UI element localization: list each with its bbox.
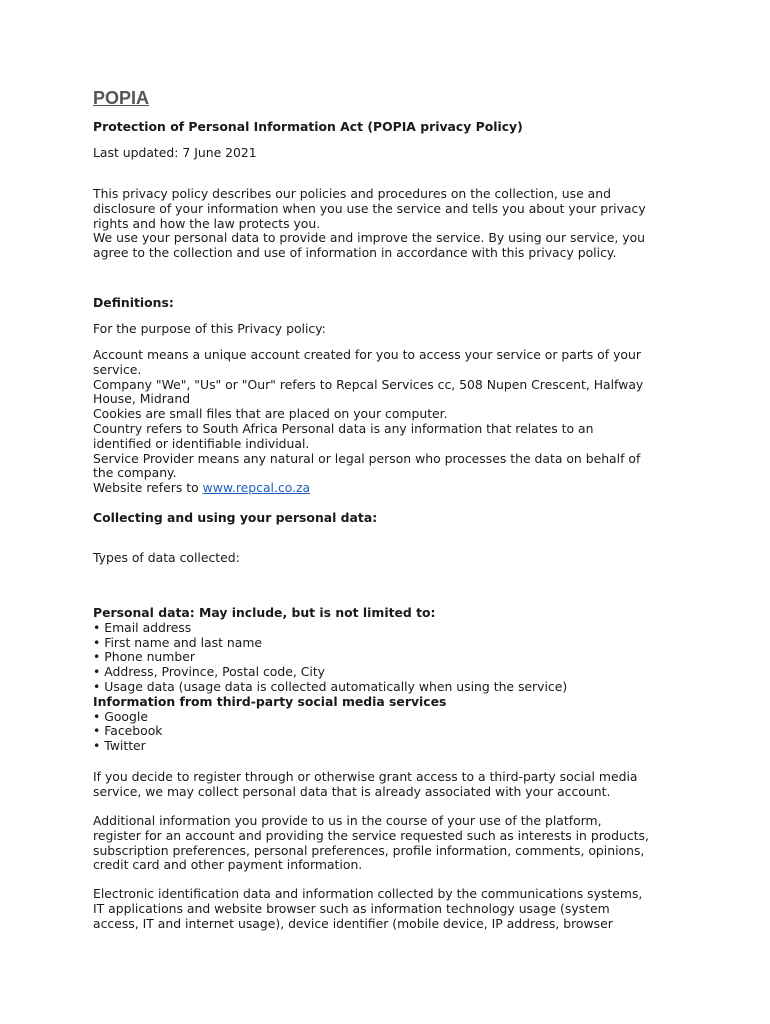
paragraph-line: Additional information you provide to us in the course of your use of the platform, [93,813,602,828]
website-prefix: Website refers to [93,480,203,496]
definition-line: service. [93,361,142,377]
list-item: • Twitter [93,738,146,754]
definition-line: House, Midrand [93,391,191,407]
additional-info-paragraph [93,814,693,873]
document-subtitle: Protection of Personal Information Act (POPIA privacy Policy) [93,119,523,134]
personal-data-heading: Personal data: May include, but is not limited to: [93,605,436,620]
register-paragraph [93,770,693,800]
paragraph-line: service, we may collect personal data that is already associated with your account. [93,783,611,799]
list-item: • Usage data (usage data is collected automatically when using the service) [93,678,568,694]
definition-line: Cookies are small files that are placed on your computer. [93,406,448,422]
definition-line: Account means a unique account created for you to access your service or parts of your [93,347,641,362]
paragraph-line: Electronic identification data and information collected by the communications systems, [93,886,643,901]
website-definition [93,481,693,496]
intro-line: rights and how the law protects you. [93,215,321,231]
list-item: • Address, Province, Postal code, City [93,664,326,680]
list-item: • First name and last name [93,634,263,650]
intro-line: agree to the collection and use of information in accordance with this privacy policy. [93,245,617,261]
third-party-heading: Information from third-party social media services [93,693,447,709]
list-item: • Google [93,708,148,724]
list-item: • Facebook [93,723,163,739]
website-link[interactable]: www.repcal.co.za [202,480,311,496]
intro-line: We use your personal data to provide and improve the service. By using our service, you [93,230,646,246]
definition-line: identified or identifiable individual. [93,435,310,451]
electronic-id-paragraph [93,887,693,931]
list-item: • Phone number [93,649,195,665]
intro-line: disclosure of your information when you use the service and tells you about your privacy [93,200,646,216]
definition-line: the company. [93,465,177,481]
definition-line: Service Provider means any natural or legal person who processes the data on behalf of [93,450,641,466]
last-updated: Last updated: 7 June 2021 [93,145,257,160]
definition-line: Company "We", "Us" or "Our" refers to Repcal Services cc, 508 Nupen Crescent, Halfway [93,376,644,392]
types-collected: Types of data collected: [93,550,240,565]
paragraph-line: If you decide to register through or otherwise grant access to a third-party social media [93,769,638,784]
definitions-purpose: For the purpose of this Privacy policy: [93,321,326,336]
page-title: POPIA [93,88,150,108]
collecting-heading: Collecting and using your personal data: [93,510,378,525]
paragraph-line: access, IT and internet usage), device identifier (mobile device, IP address, browser [93,915,613,931]
personal-data-section [93,606,693,754]
definitions-list [93,348,693,496]
paragraph-line: credit card and other payment information. [93,857,363,873]
definitions-heading: Definitions: [93,295,174,310]
intro-line: This privacy policy describes our policies and procedures on the collection, use and [93,186,611,201]
definition-line: Country refers to South Africa Personal data is any information that relates to an [93,420,594,436]
paragraph-line: IT applications and website browser such as information technology usage (system [93,900,610,916]
intro-paragraph [93,187,693,261]
list-item: • Email address [93,619,192,635]
paragraph-line: subscription preferences, personal preferences, profile information, comments, opinions, [93,842,645,858]
paragraph-line: register for an account and providing the service requested such as interests in products, [93,827,649,843]
